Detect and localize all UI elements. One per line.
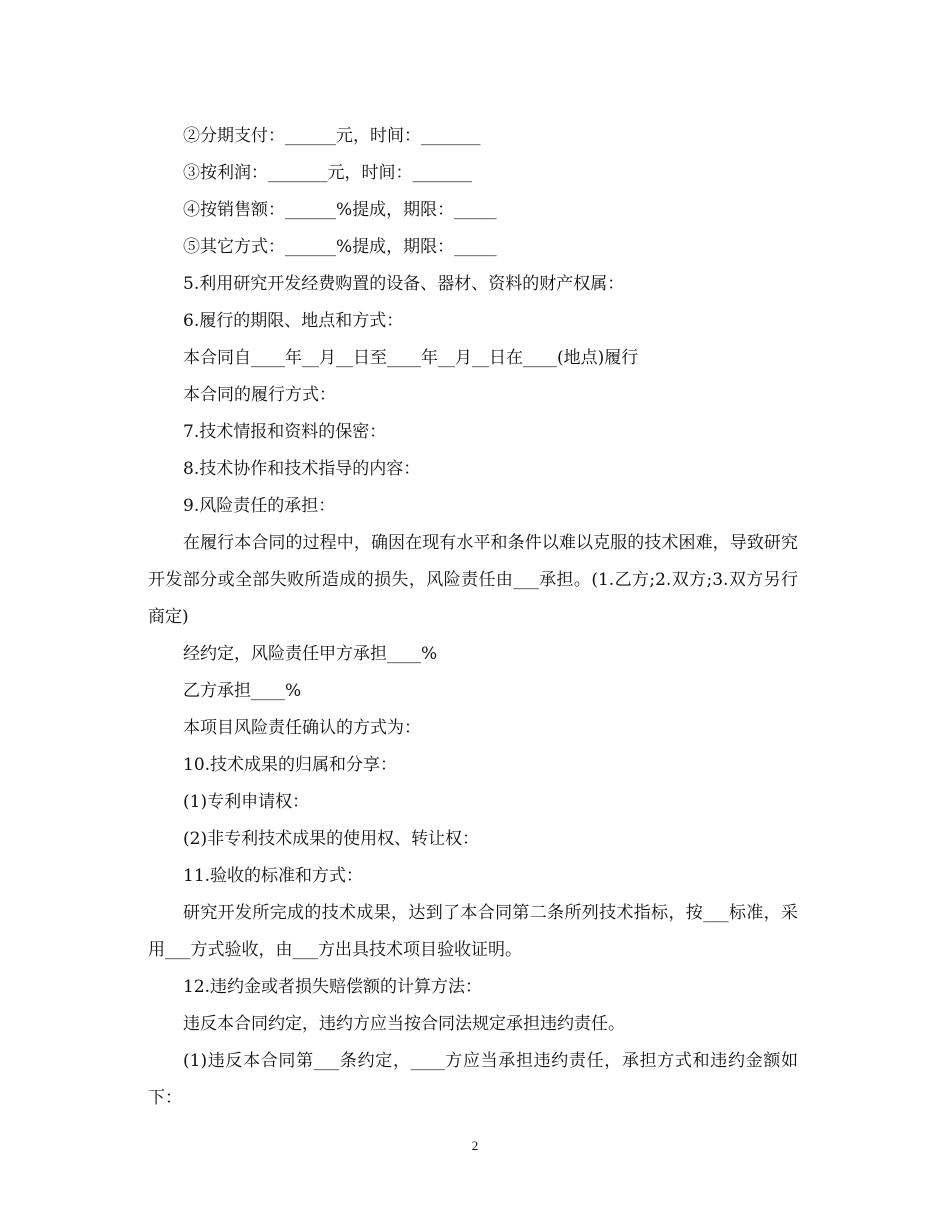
section-10-heading: 10.技术成果的归属和分享： <box>183 755 398 775</box>
risk-party-a-line: 经约定，风险责任甲方承担____% <box>183 644 438 664</box>
performance-period-line: 本合同自____年__月__日至____年__月__日在____(地点)履行 <box>183 348 639 368</box>
payment-installment-line: ②分期支付：______元，时间：_______ <box>183 126 481 146</box>
breach-liability-line: 违反本合同约定，违约方应当按合同法规定承担违约责任。 <box>183 1014 625 1034</box>
payment-profit-line: ③按利润：_______元，时间：_______ <box>183 163 472 183</box>
breach-clause-paragraph: (1)违反本合同第___条约定，____方应当承担违约责任，承担方式和违约金额如下： <box>148 1051 798 1108</box>
risk-confirmation-line: 本项目风险责任确认的方式为： <box>183 718 421 738</box>
section-6-heading: 6.履行的期限、地点和方式： <box>183 311 404 331</box>
page-number: 2 <box>471 1138 479 1153</box>
section-11-heading: 11.验收的标准和方式： <box>183 866 364 886</box>
section-5-heading: 5.利用研究开发经费购置的设备、器材、资料的财产权属： <box>183 274 625 294</box>
performance-method-line: 本合同的履行方式： <box>183 385 336 405</box>
acceptance-paragraph: 研究开发所完成的技术成果，达到了本合同第二条所列技术指标，按___标准，采用___方式验收，由___方出具技术项目验收证明。 <box>148 903 798 960</box>
non-patent-right-line: (2)非专利技术成果的使用权、转让权： <box>183 829 480 849</box>
section-7-heading: 7.技术情报和资料的保密： <box>183 422 387 442</box>
patent-right-line: (1)专利申请权： <box>183 792 310 812</box>
section-12-heading: 12.违约金或者损失赔偿额的计算方法： <box>183 977 483 997</box>
section-9-heading: 9.风险责任的承担： <box>183 496 336 516</box>
payment-other-line: ⑤其它方式：______%提成，期限：_____ <box>183 237 497 257</box>
payment-sales-line: ④按销售额：______%提成，期限：_____ <box>183 200 497 220</box>
risk-paragraph: 在履行本合同的过程中，确因在现有水平和条件以难以克服的技术困难，导致研究开发部分或全部失败所造成的损失，风险责任由___承担。(1.乙方;2.双方;3.双方另行商定) <box>148 533 798 627</box>
risk-party-b-line: 乙方承担____% <box>183 681 302 701</box>
contract-body <box>148 118 798 1117</box>
section-8-heading: 8.技术协作和技术指导的内容： <box>183 459 421 479</box>
